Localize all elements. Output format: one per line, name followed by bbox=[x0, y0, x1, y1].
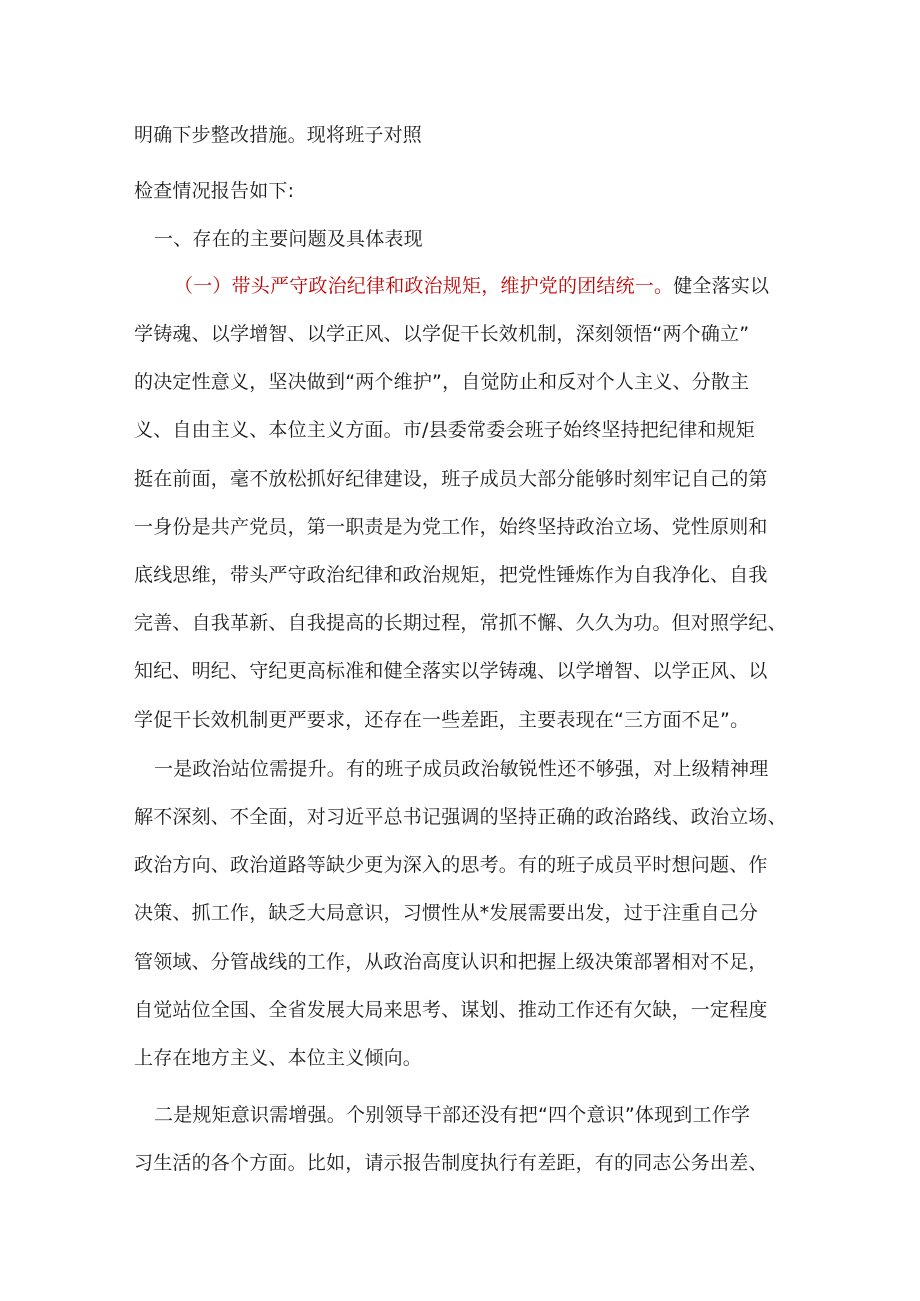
subsection-1-text-start: 健全落实以 bbox=[673, 275, 770, 297]
paragraph-line: 习生活的各个方面。比如，请示报告制度执行有差距，有的同志公务出差、 bbox=[134, 1152, 768, 1174]
intro-line-1: 明确下步整改措施。现将班子对照 bbox=[134, 124, 423, 146]
paragraph-line: 政治方向、政治道路等缺少更为深入的思考。有的班子成员平时想问题、作 bbox=[134, 854, 768, 876]
paragraph-line: 学促干长效机制更严要求，还存在一些差距，主要表现在“三方面不足”。 bbox=[134, 709, 750, 731]
paragraph-line: 挺在前面，毫不放松抓好纪律建设，班子成员大部分能够时刻牢记自己的第 bbox=[134, 468, 768, 490]
paragraph-line: 学铸魂、以学增智、以学正风、以学促干长效机制，深刻领悟“两个确立” bbox=[134, 323, 750, 345]
section-heading-1: 一、存在的主要问题及具体表现 bbox=[154, 228, 423, 250]
paragraph-line: 自觉站位全国、全省发展大局来思考、谋划、推动工作还有欠缺，一定程度 bbox=[134, 999, 768, 1021]
paragraph-line: 决策、抓工作，缺乏大局意识，习惯性从*发展需要出发，过于注重自己分 bbox=[134, 902, 759, 924]
paragraph-line: 完善、自我革新、自我提高的长期过程，常抓不懈、久久为功。但对照学纪、 bbox=[134, 612, 787, 634]
paragraph-line: 义、自由主义、本位主义方面。市/县委常委会班子始终坚持把纪律和规矩 bbox=[134, 419, 756, 441]
paragraph-line: 一身份是共产党员，第一职责是为党工作，始终坚持政治立场、党性原则和 bbox=[134, 516, 768, 538]
paragraph-line: 知纪、明纪、守纪更高标准和健全落实以学铸魂、以学增智、以学正风、以 bbox=[134, 660, 768, 682]
intro-line-2: 检查情况报告如下: bbox=[134, 180, 295, 202]
paragraph-line: 解不深刻、不全面，对习近平总书记强调的坚持正确的政治路线、政治立场、 bbox=[134, 806, 787, 828]
subsection-1-line-1 bbox=[174, 273, 834, 299]
paragraph-line: 管领域、分管战线的工作，从政治高度认识和把握上级决策部署相对不足， bbox=[134, 951, 768, 973]
paragraph-line: 的决定性意义，坚决做到“两个维护”，自觉防止和反对个人主义、分散主 bbox=[134, 371, 750, 393]
paragraph-line: 上存在地方主义、本位主义倾向。 bbox=[134, 1047, 423, 1069]
point-1-line: 一是政治站位需提升。有的班子成员政治敏锐性还不够强，对上级精神理 bbox=[154, 758, 769, 780]
subsection-heading-1: （一）带头严守政治纪律和政治规矩，维护党的团结统一。 bbox=[174, 275, 674, 297]
paragraph-line: 底线思维，带头严守政治纪律和政治规矩，把党性锤炼作为自我净化、自我 bbox=[134, 564, 768, 586]
point-2-line: 二是规矩意识需增强。个别领导干部还没有把“四个意识”体现到工作学 bbox=[154, 1104, 751, 1126]
